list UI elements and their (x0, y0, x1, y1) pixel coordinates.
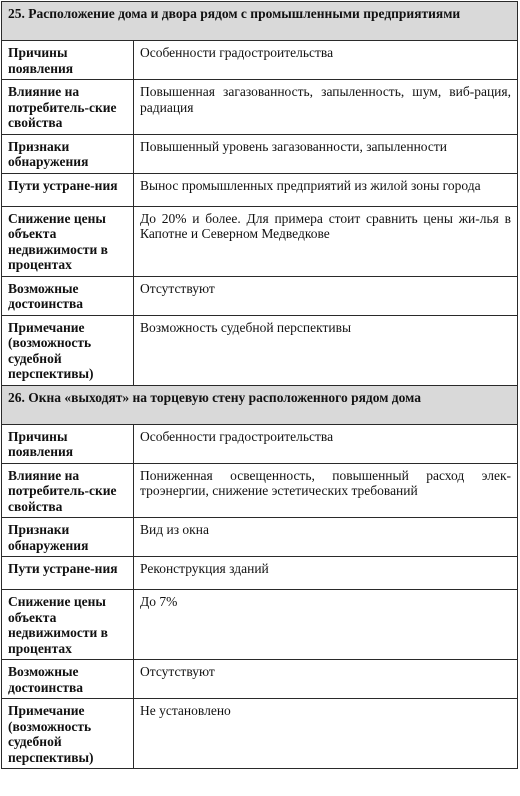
row-label: Снижение цены объекта недвижимости в процентах (2, 590, 134, 660)
row-value: Отсутствуют (134, 276, 518, 315)
section-26-header-row (2, 385, 518, 424)
defects-table (1, 1, 518, 769)
row-label: Влияние на потребитель-ские свойства (2, 463, 134, 518)
row-label: Причины появления (2, 424, 134, 463)
row-value: Особенности градостроительства (134, 424, 518, 463)
table-row (2, 315, 518, 385)
row-value: Отсутствуют (134, 660, 518, 699)
table-row (2, 206, 518, 276)
table-row (2, 463, 518, 518)
row-label: Пути устране-ния (2, 173, 134, 206)
row-value: Повышенная загазованность, запыленность, шум, виб-рация, радиация (134, 80, 518, 135)
section-title: 25. Расположение дома и двора рядом с промышленными предприятиями (2, 2, 518, 41)
table-row (2, 699, 518, 769)
row-value: Повышенный уровень загазованности, запыленности (134, 134, 518, 173)
row-value: Возможность судебной перспективы (134, 315, 518, 385)
row-value: Реконструкция зданий (134, 557, 518, 590)
table-row (2, 660, 518, 699)
row-value: Не установлено (134, 699, 518, 769)
row-label: Влияние на потребитель-ские свойства (2, 80, 134, 135)
table-row (2, 134, 518, 173)
row-value: Пониженная освещенность, повышенный расход элек-троэнергии, снижение эстетических требований (134, 463, 518, 518)
row-label: Возможные достоинства (2, 660, 134, 699)
row-value: До 20% и более. Для примера стоит сравнить цены жи-лья в Капотне и Северном Медведкове (134, 206, 518, 276)
row-label: Примечание (возможность судебной перспективы) (2, 699, 134, 769)
row-value: До 7% (134, 590, 518, 660)
row-label: Примечание (возможность судебной перспективы) (2, 315, 134, 385)
section-25-header-row (2, 2, 518, 41)
row-label: Снижение цены объекта недвижимости в процентах (2, 206, 134, 276)
row-label: Пути устране-ния (2, 557, 134, 590)
row-value: Вынос промышленных предприятий из жилой зоны города (134, 173, 518, 206)
row-value: Особенности градостроительства (134, 41, 518, 80)
table-row (2, 518, 518, 557)
table-row (2, 173, 518, 206)
row-label: Признаки обнаружения (2, 518, 134, 557)
section-title: 26. Окна «выходят» на торцевую стену расположенного рядом дома (2, 385, 518, 424)
table-row (2, 276, 518, 315)
table-row (2, 80, 518, 135)
row-label: Признаки обнаружения (2, 134, 134, 173)
table-row (2, 41, 518, 80)
row-label: Возможные достоинства (2, 276, 134, 315)
row-label: Причины появления (2, 41, 134, 80)
table-row (2, 424, 518, 463)
row-value: Вид из окна (134, 518, 518, 557)
table-row (2, 557, 518, 590)
table-row (2, 590, 518, 660)
